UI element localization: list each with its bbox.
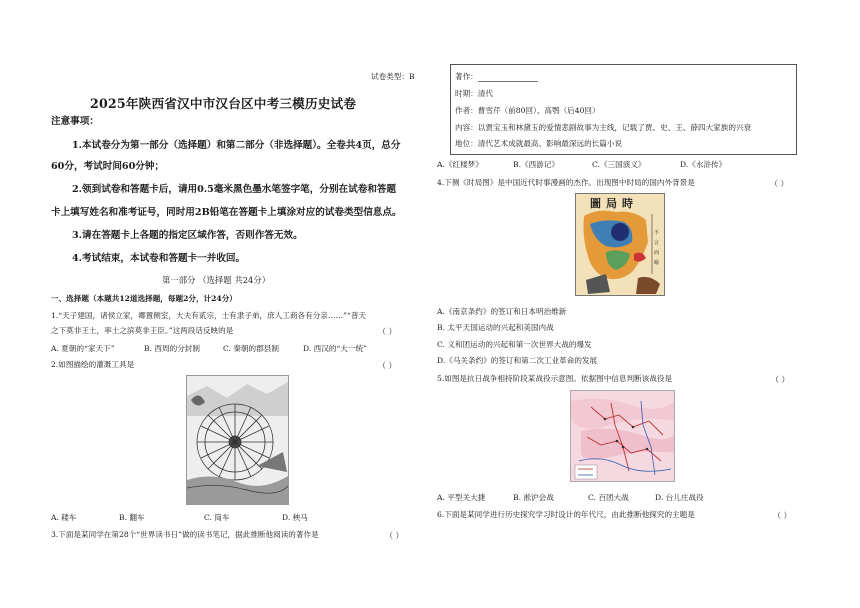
q2-stem: 2.如图描绘的灌溉工具是 bbox=[51, 360, 135, 369]
svg-text:而: 而 bbox=[654, 250, 660, 256]
q6-answer-paren[interactable]: （ ） bbox=[773, 511, 792, 520]
page-title: 2025年陕西省汉中市汉台区中考三模历史试卷 bbox=[90, 96, 357, 111]
svg-text:不: 不 bbox=[654, 230, 660, 236]
q2-option-c[interactable]: C. 筒车 bbox=[204, 513, 230, 522]
q4-answer-paren[interactable]: （ ） bbox=[770, 179, 789, 188]
q4-option-b[interactable]: B. 太平天国运动的兴起和美国内战 bbox=[437, 323, 554, 332]
q2-option-b[interactable]: B. 翻车 bbox=[119, 513, 145, 522]
svg-text:喻: 喻 bbox=[654, 260, 660, 266]
q1-option-a[interactable]: A. 夏朝的“家天下” bbox=[51, 344, 115, 353]
note-line-2: 60分，考试时间60分钟； bbox=[51, 161, 165, 172]
battle-map-image bbox=[570, 390, 675, 482]
note-work-blank bbox=[478, 73, 538, 82]
q5-option-c[interactable]: C. 百团大战 bbox=[588, 493, 629, 502]
q1-stem-line1: 1.“天子建国，诸侯立家，卿置侧室，大夫有贰宗，士有隶子弟，庶人工商各有分亲……”“普天 bbox=[51, 311, 367, 320]
svg-text:言: 言 bbox=[654, 240, 660, 246]
q1-stem-line2: 之下莫非王土，率土之滨莫非王臣。”这两段话反映的是 bbox=[51, 326, 234, 335]
q5-stem: 5.如图是抗日战争相持阶段某战役示意图。依据图中信息判断该战役是 bbox=[437, 374, 673, 383]
note-status: 地位：清代艺术成就最高、影响最深远的长篇小说 bbox=[455, 139, 623, 148]
note-period: 时期：清代 bbox=[455, 89, 493, 98]
q1-option-d[interactable]: D. 西汉的“大一统” bbox=[303, 344, 367, 353]
section-heading: 一、选择题（本题共12道选择题，每题2分，计24分） bbox=[51, 294, 237, 303]
part1-heading: 第一部分 （选择题 共24分） bbox=[162, 275, 271, 285]
q4-option-a[interactable]: A.《南京条约》的签订和日本明治维新 bbox=[437, 307, 567, 316]
q3-stem: 3.下面是某同学在第28个“世界读书日”做的读书笔记，据此推断他阅读的著作是 bbox=[51, 530, 319, 539]
q3-answer-paren[interactable]: （ ） bbox=[385, 531, 404, 540]
q4-option-d[interactable]: D.《马关条约》的签订和第二次工业革命的发展 bbox=[437, 356, 598, 365]
q2-option-d[interactable]: D. 秧马 bbox=[282, 513, 308, 522]
note-work bbox=[455, 72, 538, 82]
note-content: 内容：以贾宝玉和林黛玉的爱情悲剧故事为主线，记载了贾、史、王、薛四大家族的兴衰 bbox=[455, 123, 752, 132]
paper-type: 试卷类型：B bbox=[371, 72, 415, 81]
q4-option-c[interactable]: C. 义和团运动的兴起和第一次世界大战的爆发 bbox=[437, 340, 592, 349]
q1-option-c[interactable]: C. 秦朝的郡县制 bbox=[223, 344, 279, 353]
q1-option-b[interactable]: B. 西周的分封制 bbox=[144, 344, 200, 353]
note-work-label: 著作： bbox=[455, 72, 478, 81]
q3-option-d[interactable]: D.《水浒传》 bbox=[680, 160, 727, 169]
note-line-5: 3.请在答题卡上各题的指定区域作答，否则作答无效。 bbox=[72, 230, 303, 241]
q2-answer-paren[interactable]: （ ） bbox=[378, 361, 397, 370]
note-line-1: 1.本试卷分为第一部分（选择题）和第二部分（非选择题）。全卷共4页，总分 bbox=[72, 140, 401, 151]
situation-map-image bbox=[575, 193, 665, 296]
note-author: 作者：曹雪芹（前80回）、高鹗（后40回） bbox=[455, 106, 600, 115]
q3-option-b[interactable]: B.《西游记》 bbox=[513, 160, 559, 169]
situation-map-title: 圖局時 bbox=[590, 197, 638, 210]
note-line-3: 2.领到试卷和答题卡后，请用0.5毫米黑色墨水笔签字笔，分别在试卷和答题 bbox=[72, 184, 397, 195]
notes-heading: 注意事项： bbox=[51, 116, 99, 127]
q4-stem: 4.下侧《时局图》是中国近代时事漫画的杰作。出现图中时局的国内外背景是 bbox=[437, 178, 695, 187]
q3-option-c[interactable]: C.《三国演义》 bbox=[592, 160, 646, 169]
note-line-6: 4.考试结束，本试卷和答题卡一并收回。 bbox=[72, 253, 246, 264]
q5-option-b[interactable]: B. 淞沪会战 bbox=[513, 493, 554, 502]
irrigation-tool-image bbox=[186, 375, 289, 505]
q5-answer-paren[interactable]: （ ） bbox=[771, 375, 790, 384]
q1-answer-paren[interactable]: （ ） bbox=[378, 327, 397, 336]
q3-option-a[interactable]: A.《红楼梦》 bbox=[437, 160, 483, 169]
q5-option-d[interactable]: D. 台儿庄战役 bbox=[655, 493, 704, 502]
note-line-4: 卡上填写姓名和准考证号，同时用2B铅笔在答题卡上填涂对应的试卷类型信息点。 bbox=[51, 207, 402, 218]
q6-stem: 6.下面是某同学进行历史探究学习时设计的年代尺，由此推断他探究的主题是 bbox=[437, 510, 695, 519]
q5-option-a[interactable]: A. 平型关大捷 bbox=[437, 493, 486, 502]
q2-option-a[interactable]: A. 耧车 bbox=[51, 513, 77, 522]
